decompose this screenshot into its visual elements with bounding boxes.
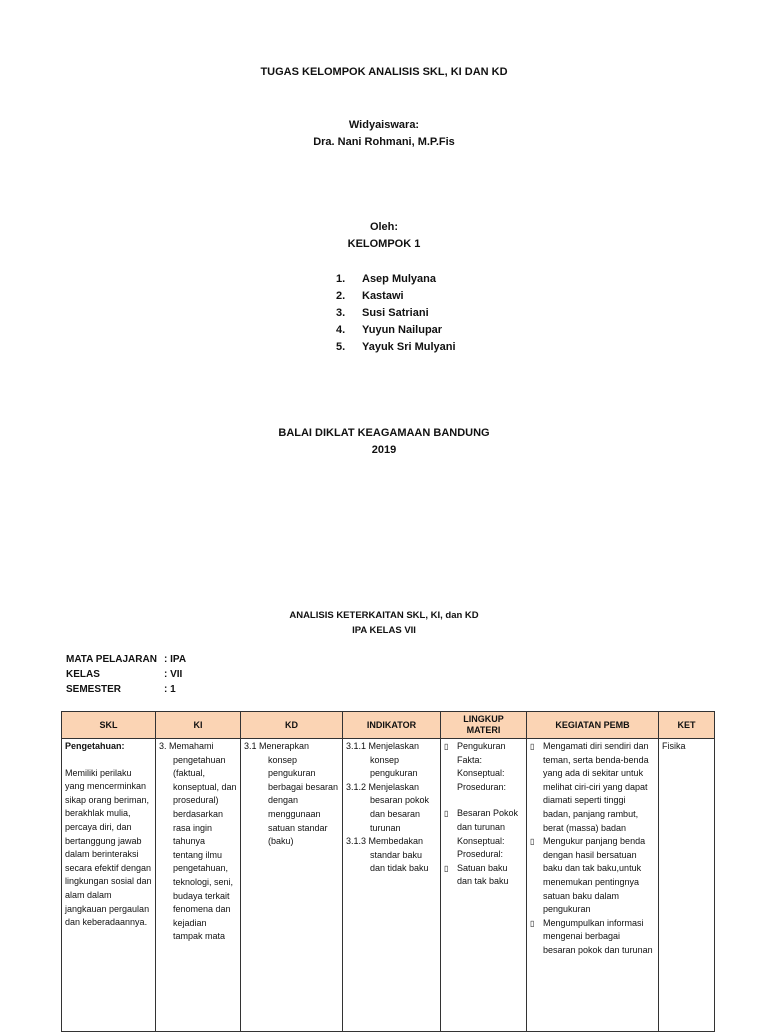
cell-indikator bbox=[343, 739, 441, 1032]
cell-lingkup-materi bbox=[441, 739, 527, 1032]
oleh-label: Oleh: bbox=[369, 221, 399, 233]
header-lingkup-materi: LINGKUP MATERI bbox=[441, 712, 527, 739]
meta-row bbox=[66, 682, 186, 697]
cell-skl bbox=[62, 739, 156, 1032]
table-header-row bbox=[62, 712, 715, 739]
header-kd: KD bbox=[241, 712, 343, 739]
lingkup-item: ▯ Pengukuran bbox=[444, 740, 523, 754]
member-item bbox=[336, 339, 456, 356]
member-name: Susi Satriani bbox=[362, 307, 429, 319]
header-kegiatan: KEGIATAN PEMB bbox=[527, 712, 659, 739]
member-number: 3. bbox=[336, 307, 346, 319]
year: 2019 bbox=[371, 444, 397, 456]
table-row bbox=[62, 739, 715, 1032]
cell-ket bbox=[659, 739, 715, 1032]
meta-value: : IPA bbox=[164, 654, 187, 665]
header-indikator: INDIKATOR bbox=[343, 712, 441, 739]
indikator-item: 3.1.1 Menjelaskan konsep pengukuran bbox=[346, 741, 420, 779]
institution-name: BALAI DIKLAT KEAGAMAAN BANDUNG bbox=[278, 427, 490, 439]
member-number: 1. bbox=[336, 273, 346, 285]
member-number: 5. bbox=[336, 341, 346, 353]
member-item bbox=[336, 305, 456, 322]
member-name: Yayuk Sri Mulyani bbox=[362, 341, 456, 353]
bullet-icon: ▯ bbox=[444, 809, 449, 819]
member-name: Asep Mulyana bbox=[362, 273, 436, 285]
widyaiswara-name: Dra. Nani Rohmani, M.P.Fis bbox=[313, 136, 455, 148]
document-title: TUGAS KELOMPOK ANALISIS SKL, KI DAN KD bbox=[260, 66, 508, 78]
cell-kegiatan bbox=[527, 739, 659, 1032]
meta-key: SEMESTER bbox=[66, 684, 122, 695]
member-number: 2. bbox=[336, 290, 346, 302]
member-name: Yuyun Nailupar bbox=[362, 324, 443, 336]
meta-value: : VII bbox=[164, 669, 183, 680]
header-skl: SKL bbox=[62, 712, 156, 739]
skl-title: Pengetahuan: bbox=[65, 741, 125, 751]
kd-text: 3.1 Menerapkan konsep pengukuran berbagai besaran dengan menggunaan satuan standar (baku) bbox=[244, 741, 339, 847]
kegiatan-item: ▯ Mengukur panjang benda dengan hasil bersatuan baku dan tak baku,untuk menemukan pentingnya satuan baku dalam pengukuran bbox=[530, 836, 646, 915]
bullet-icon: ▯ bbox=[530, 742, 535, 751]
ki-text: 3. Memahami pengetahuan (faktual, konseptual, dan prosedural) berdasarkan rasa ingin tahunya tentang ilmu pengetahuan, teknologi, seni, budaya terkait fenomena dan kejadian tampak mata bbox=[159, 741, 237, 942]
lingkup-sublist: Konseptual: Prosedural: bbox=[457, 835, 505, 860]
subject-info bbox=[66, 652, 186, 697]
indikator-item: 3.1.3 Membedakan standar baku dan tidak baku bbox=[346, 836, 429, 874]
member-item bbox=[336, 288, 456, 305]
analysis-table bbox=[61, 711, 715, 1032]
analysis-subtitle: IPA KELAS VII bbox=[352, 625, 416, 636]
analysis-title: ANALISIS KETERKAITAN SKL, KI, dan KD bbox=[289, 610, 479, 621]
lingkup-sublist: Fakta: Konseptual: Proseduran: bbox=[457, 754, 507, 792]
member-list bbox=[336, 271, 456, 356]
lingkup-item: ▯ Satuan baku dan tak baku bbox=[444, 862, 509, 887]
bullet-icon: ▯ bbox=[444, 863, 449, 873]
meta-row bbox=[66, 652, 186, 667]
meta-key: KELAS bbox=[66, 669, 100, 680]
member-item bbox=[336, 322, 456, 339]
skl-text: Memiliki perilaku yang mencerminkan sikap orang beriman, berakhlak mulia, percaya diri, dan bertanggung jawab dalam berinteraksi secara efektif dengan lingkungan sosial dan alam dalam jangkauan pergaulan dan keberadaannya. bbox=[65, 767, 152, 928]
kegiatan-item: ▯ Mengumpulkan informasi mengenai berbagai besaran pokok dan turunan bbox=[530, 917, 653, 955]
member-number: 4. bbox=[336, 324, 346, 336]
bullet-icon: ▯ bbox=[444, 742, 449, 751]
meta-row bbox=[66, 667, 186, 682]
cell-ki bbox=[156, 739, 241, 1032]
group-name: KELOMPOK 1 bbox=[347, 238, 421, 250]
meta-key: MATA PELAJARAN bbox=[66, 654, 157, 665]
ket-text: Fisika bbox=[662, 741, 686, 751]
member-item bbox=[336, 271, 456, 288]
member-name: Kastawi bbox=[362, 290, 404, 302]
indikator-item: 3.1.2 Menjelaskan besaran pokok dan besaran turunan bbox=[346, 781, 430, 833]
cell-kd bbox=[241, 739, 343, 1032]
lingkup-item: ▯ Besaran Pokok dan turunan bbox=[444, 808, 519, 832]
bullet-icon: ▯ bbox=[530, 918, 535, 928]
widyaiswara-label: Widyaiswara: bbox=[348, 119, 420, 131]
bullet-icon: ▯ bbox=[530, 837, 535, 847]
header-ket: KET bbox=[659, 712, 715, 739]
kegiatan-item: ▯ Mengamati diri sendiri dan teman, serta benda-benda yang ada di sekitar untuk melihat ciri-ciri yang dapat diamati seperti tinggi badan, panjang rambut, berat (massa) badan bbox=[530, 741, 649, 833]
meta-value: : 1 bbox=[164, 684, 176, 695]
header-ki: KI bbox=[156, 712, 241, 739]
